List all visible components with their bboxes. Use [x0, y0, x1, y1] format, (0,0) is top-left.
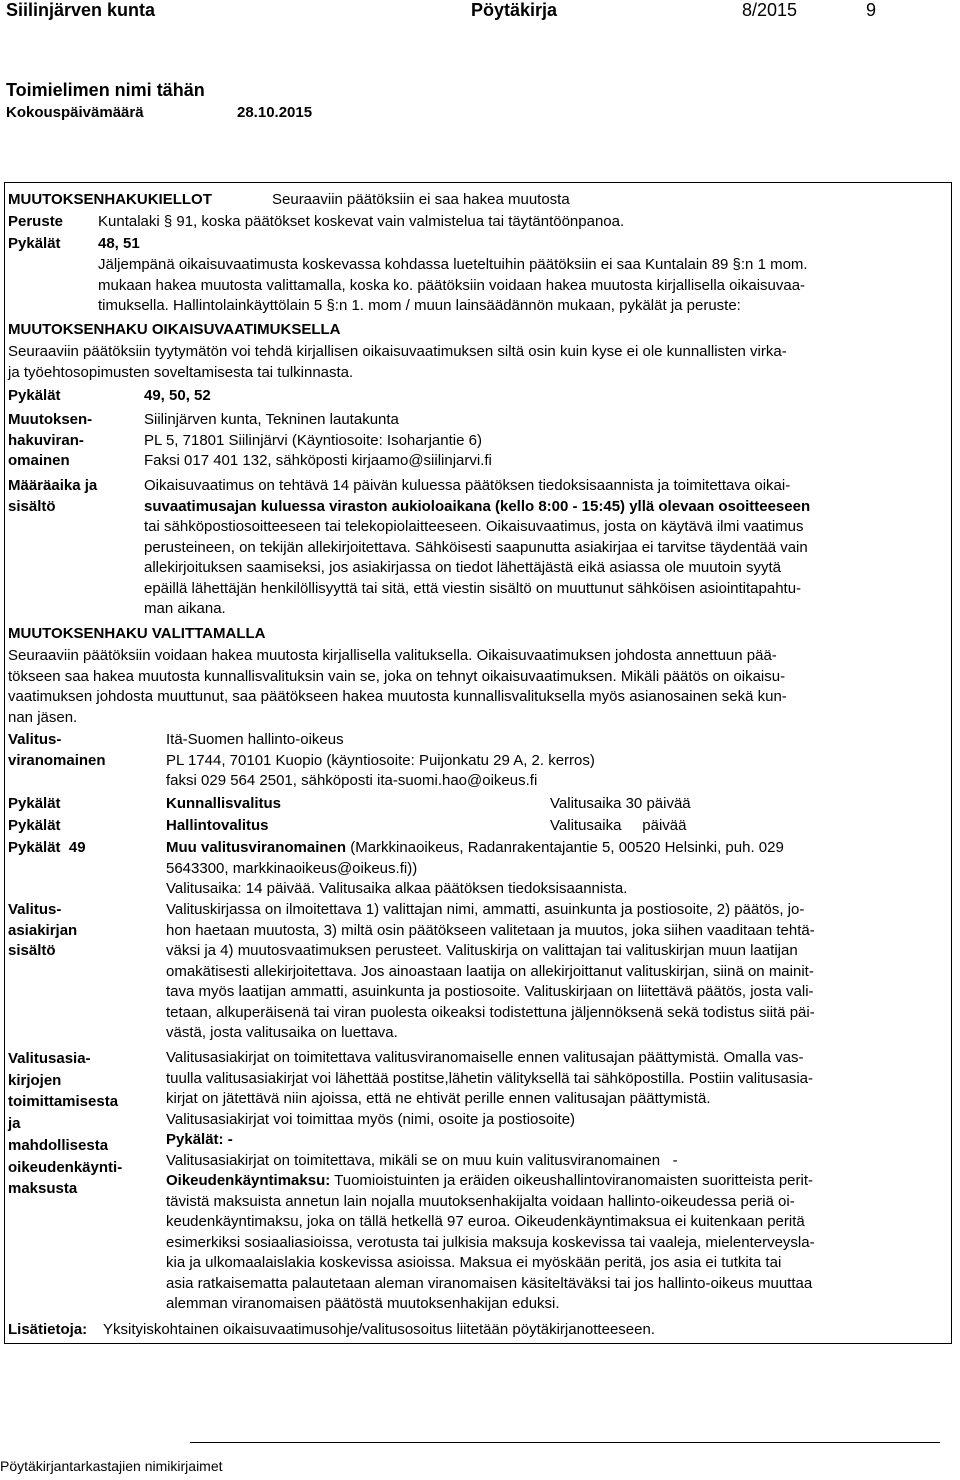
ban-pykalat-value: 48, 51 [98, 235, 140, 252]
signature-label: Pöytäkirjantarkastajien nimikirjaimet [0, 1458, 223, 1474]
oikaisu-pykalat-label: Pykälät [8, 387, 61, 404]
oikaisu-authority-address: Siilinjärven kunta, Tekninen lautakunta PL 5, 71801 Siilinjärvi (Käyntiosoite: Isoharjantie 6) Faksi 017 401 132, sähköposti kirjaamo@siilinjarvi.fi [144, 411, 492, 469]
ban-pykalat-label: Pykälät [8, 235, 61, 252]
ban-title: MUUTOKSENHAKUKIELLOT [8, 191, 212, 208]
document-type: Pöytäkirja [471, 0, 558, 20]
document-number: 8/2015 [742, 0, 798, 20]
ban-subtitle: Seuraaviin päätöksiin ei saa hakea muutosta [272, 191, 570, 208]
valitus-intro: Seuraaviin päätöksiin voidaan hakea muutosta kirjallisella valituksella. Oikaisuvaatimuksen johdosta annettuun pää- tökseen saa hakea muutosta kunnallisvalituksin vain se, joka on tehnyt oikaisuvaatimuksen. Mikäli päätös on oikaisu- vaatimuksen johdosta muuttunut, saa päätökseen hakea muutosta kunnallisvalituksella myös asianosainen sekä kun- nan jäsen. [8, 647, 787, 726]
extra-info-label: Lisätietoja: [8, 1321, 88, 1338]
valitus-row-time: Valitusaika päivää [550, 817, 687, 834]
valitus-row-type: Kunnallisvalitus [166, 795, 282, 812]
meeting-date-label: Kokouspäivämäärä [6, 104, 144, 121]
valitus-row-label: Pykälät [8, 795, 61, 812]
valitus-delivery-text: Valitusasiakirjat on toimitettava valitusviranomaiselle ennen valitusajan päättymistä. Omalla vas- tuulla valitusasiakirjat voi lähettää postitse,lähetin välityksellä tai sähköpostilla. Postiin valitusasia- kirjat on jätettävä niin ajoissa, että ne ehtivät perille ennen valitusajan päättymistä. Valitusasiakirjat voi toimittaa myös (nimi, osoite ja postiosoite) Pykälät: - Valitusasiakirjat on toimitettava, mikäli se on muu kuin valitusviranomainen - Oikeudenkäyntimaksu: Tuomioistuinten ja eräiden oikeushallintoviranomaisten suoritteista perit- tävistä maksuista annetun lain nojalla muutoksenhakijalta voidaan hallinto-oikeudessa periä oi- keudenkäyntimaksu, joka on tällä hetkellä 97 euroa. Oikeudenkäyntimaksua ei kuitenkaan peritä esimerkiksi sosiaaliasioissa, verotusta tai julkisia maksuja koskevissa tai vaaleja, mielenterveysla- kia ja ulkomaalaislakia koskevissa asioissa. Maksua ei myöskään peritä, jos asia ei tutkita tai asia ratkaisematta palautetaan aleman viranomaisen käsiteltäväksi tai jos hallinto-oikeus muuttaa alemman viranomaisen päätöstä muutoksenhakijan eduksi. [166, 1049, 815, 1312]
valitus-title: MUUTOKSENHAKU VALITTAMALLA [8, 625, 266, 642]
oikaisu-deadline-text: Oikaisuvaatimus on tehtävä 14 päivän kuluessa päätöksen tiedoksisaannista ja toimitettava oikai- suvaatimusajan kuluessa viraston aukioloaikana (kello 8:00 - 15:45) yllä olevaan osoitteeseen tai sähköpostiosoitteeseen tai telekopiolaitteeseen. Oikaisuvaatimus, josta on käytävä ilmi vaatimus perusteineen, on tekijän allekirjoitettava. Sähköisesti saapunutta asiakirjaa ei tarvitse täydentää vain allekirjoituksen saamiseksi, jos asiakirjassa on tiedot lähettäjästä eikä asiassa ole muutoin syytä epäillä lähettäjän henkilöllisyyttä tai sitä, että viestin sisältö on muuttunut sähköisen asiointitapahtu- man aikana. [144, 477, 811, 617]
extra-info-text: Yksityiskohtainen oikaisuvaatimusohje/valitusosoitus liitetään pöytäkirjanotteeseen. [103, 1321, 655, 1338]
other-authority-text: Muu valitusviranomainen (Markkinaoikeus, Radanrakentajantie 5, 00520 Helsinki, puh. 029 5643300, markkinaoikeus@oikeus.fi)) Valitusaika: 14 päivää. Valitusaika alkaa päätöksen tiedoksisaannista. [166, 839, 784, 897]
valitus-content-label: Valitus- asiakirjan sisältö [8, 901, 78, 959]
oikaisu-authority-label: Muutoksen- hakuviran- omainen [8, 411, 93, 469]
ban-peruste-text: Kuntalaki § 91, koska päätökset koskevat vain valmistelua tai täytäntöönpanoa. [98, 213, 625, 230]
page-number: 9 [866, 0, 877, 20]
valitus-authority-address: Itä-Suomen hallinto-oikeus PL 1744, 70101 Kuopio (käyntiosoite: Puijonkatu 29 A, 2. kerros) faksi 029 564 2501, sähköposti ita-suomi.hao@oikeus.fi [166, 731, 595, 789]
meeting-date-value: 28.10.2015 [237, 104, 313, 121]
ban-peruste-label: Peruste [8, 213, 64, 230]
valitus-row-type: Hallintovalitus [166, 817, 269, 834]
body-name: Toimielimen nimi tähän [6, 80, 205, 100]
other-authority-label: Pykälät 49 [8, 839, 86, 856]
municipality-name: Siilinjärven kunta [6, 0, 156, 20]
oikaisu-deadline-label: Määräaika ja sisältö [8, 477, 98, 515]
valitus-row-time: Valitusaika 30 päivää [550, 795, 691, 812]
ban-description: Jäljempänä oikaisuvaatimusta koskevassa kohdassa lueteltuihin päätöksiin ei saa Kuntalain 89 §:n 1 mom. mukaan hakea muutosta valittamalla, koska ko. päätöksiin voidaan hakea muutosta kirjallisella oikaisuvaa- timuksella. Hallintolainkäyttölain 5 §:n 1. mom / muun lainsäädännön mukaan, pykälät ja peruste: [98, 256, 808, 314]
signature-line [190, 1442, 940, 1443]
valitus-row-label: Pykälät [8, 817, 61, 834]
valitus-delivery-label: Valitusasia- kirjojen toimittamisesta ja mahdollisesta oikeudenkäynti- maksusta [8, 1050, 123, 1198]
valitus-content-text: Valituskirjassa on ilmoitettava 1) valittajan nimi, ammatti, asuinkunta ja postiosoite, 2) päätös, jo- hon haetaan muutosta, 3) miltä osin päätökseen valitetaan ja muutos, joka siihen vaaditaan tehtä- väksi ja 4) muutosvaatimuksen perusteet. Valituskirja on valittajan tai valituskirjan muun laatijan omakätisesti allekirjoitettava. Jos ainoastaan laatija on allekirjoittanut valituskirjan, siinä on mainit- tava myös laatijan ammatti, asuinkunta ja postiosoite. Valituskirjaan on liitettävä päätös, josta vali- tetaan, alkuperäisenä tai viran puolesta oikeaksi todistettuna jäljennöksenä sekä todistus siitä päi- västä, josta valitusaika on luettava. [166, 901, 815, 1041]
oikaisu-pykalat-value: 49, 50, 52 [144, 387, 211, 404]
valitus-authority-label: Valitus- viranomainen [8, 731, 106, 769]
oikaisu-intro: Seuraaviin päätöksiin tyytymätön voi tehdä kirjallisen oikaisuvaatimuksen siltä osin kuin kyse ei ole kunnallisten virka- ja työehtosopimusten soveltamisesta tai tulkinnasta. [8, 343, 787, 381]
oikaisu-title: MUUTOKSENHAKU OIKAISUVAATIMUKSELLA [8, 321, 341, 338]
